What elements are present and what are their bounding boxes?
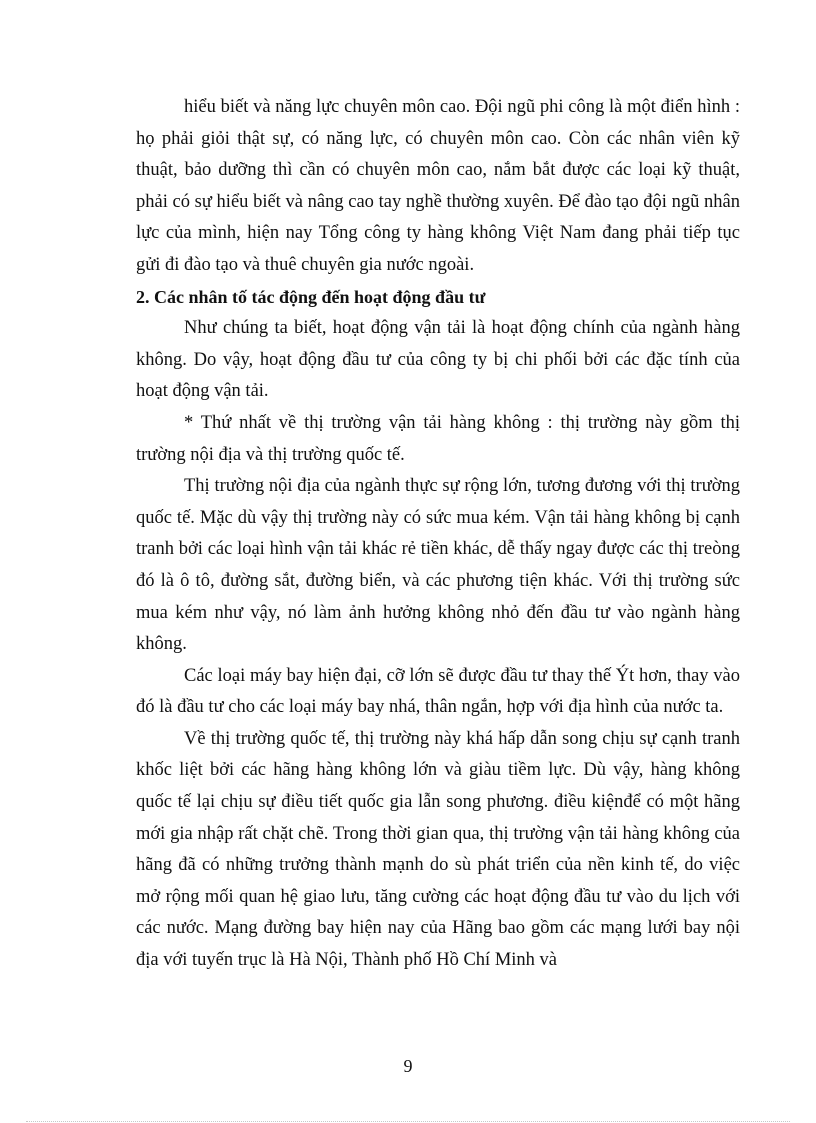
page-number: 9: [403, 1056, 413, 1076]
section-heading: 2. Các nhân tố tác động đến hoạt động đầu tư: [136, 286, 486, 307]
paragraph-5: Các loại máy bay hiện đại, cỡ lớn sẽ được đầu tư thay thế Ýt hơn, thay vào đó là đầu tư cho các loại máy bay nhá, thân ngắn, hợp với địa hình của nước ta.: [136, 665, 740, 718]
paragraph-1: hiểu biết và năng lực chuyên môn cao. Đội ngũ phi công là một điển hình : họ phải giỏi thật sự, có năng lực, có chuyên môn cao. Còn các nhân viên kỹ thuật, bảo dưỡng thì cần có chuyên môn cao, nắm bắt được các loại kỹ thuật, phải có sự hiểu biết và nâng cao tay nghề thường xuyên. Để đào tạo đội ngũ nhân lực của mình, hiện nay Tổng công ty hàng không Việt Nam đang phải tiếp tục gửi đi đào tạo và thuê chuyên gia nước ngoài.: [136, 97, 740, 275]
page-bottom-divider: [26, 1121, 790, 1122]
paragraph-6: Về thị trường quốc tế, thị trường này khá hấp dẫn song chịu sự cạnh tranh khốc liệt bởi các hãng hàng không lớn và giàu tiềm lực. Dù vậy, hàng không quốc tế lại chịu sự điều tiết quốc gia lẫn song phương. điều kiệnđể có một hãng mới gia nhập rất chặt chẽ. Trong thời gian qua, thị trường vận tải hàng không của hãng đã có những trưởng thành mạnh do sù phát triển của nền kinh tế, do việc mở rộng mối quan hệ giao lưu, tăng cường các hoạt động đầu tư vào du lịch với các nước. Mạng đường bay hiện nay của Hãng bao gồm các mạng lưới bay nội địa với tuyến trục là Hà Nội, Thành phố Hồ Chí Minh và: [136, 728, 740, 971]
body-text: [136, 92, 740, 977]
paragraph-3: * Thứ nhất về thị trường vận tải hàng không : thị trường này gồm thị trường nội địa và thị trường quốc tế.: [136, 412, 740, 465]
paragraph-2: Như chúng ta biết, hoạt động vận tải là hoạt động chính của ngành hàng không. Do vậy, hoạt động đầu tư của công ty bị chi phối bởi các đặc tính của hoạt động vận tải.: [136, 318, 740, 402]
paragraph-4: Thị trường nội địa của ngành thực sự rộng lớn, tương đương với thị trường quốc tế. Mặc dù vậy thị trường này có sức mua kém. Vận tải hàng không bị cạnh tranh bởi các loại hình vận tải khác rẻ tiền khác, dễ thấy ngay được các thị treòng đó là ô tô, đường sắt, đường biển, và các phương tiện khác. Với thị trường sức mua kém như vậy, nó làm ảnh hưởng không nhỏ đến đầu tư vào ngành hàng không.: [136, 476, 740, 655]
